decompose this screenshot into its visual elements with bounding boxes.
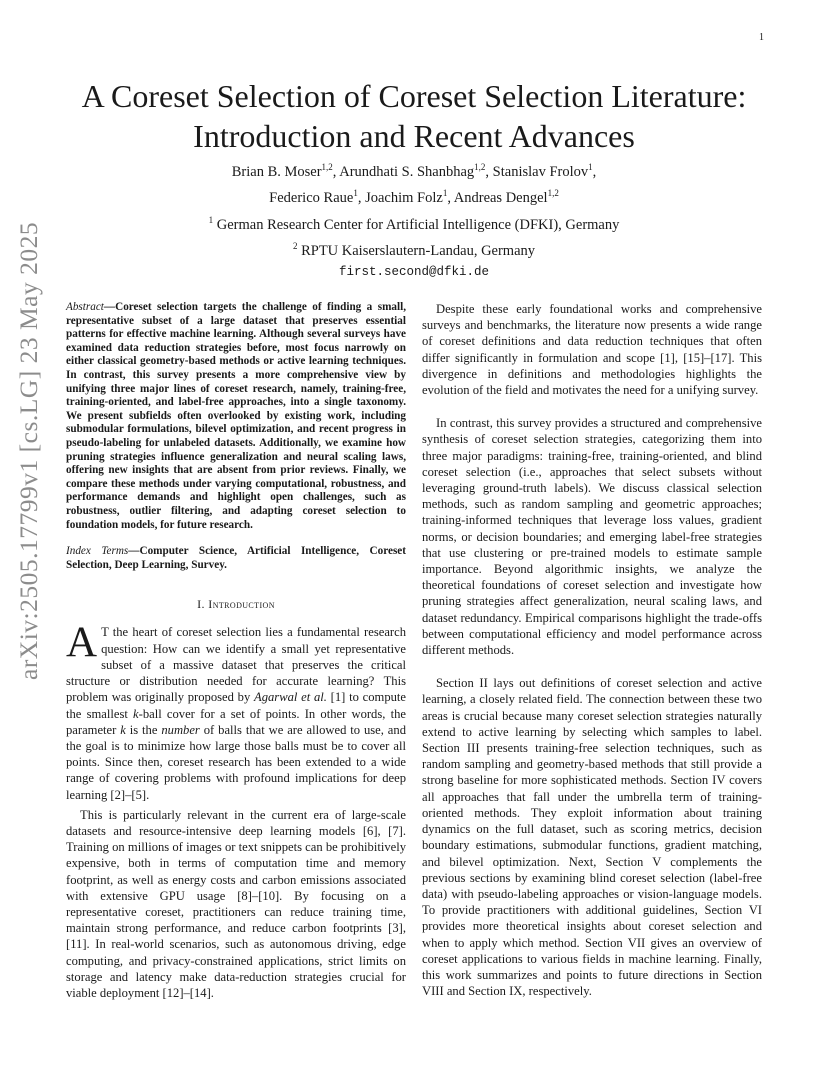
- author-name: Brian B. Moser: [231, 163, 322, 180]
- author-affil: 1: [353, 188, 358, 199]
- affiliation-marker: 2: [292, 240, 298, 251]
- author-name: Andreas Dengel: [453, 190, 548, 207]
- intro-text: [1] to compute the smallest: [66, 690, 406, 721]
- affiliation-text: German Research Center for Artificial Intelligence (DFKI), Germany: [216, 216, 620, 233]
- author-affil: 1,2: [474, 162, 486, 172]
- author-sep: ,: [447, 190, 454, 207]
- author-name: Stanislav Frolov: [492, 163, 589, 180]
- intro-text: of balls that we are allowed to use, and the goal is to minimize how large those balls must be to cover all points. Since then, coreset research has been extended to a wide range of covering problems with profound implications for deep learning [2]–[5].: [66, 722, 406, 802]
- section-heading-introduction: [66, 596, 406, 612]
- arxiv-id-text: arXiv:2505.17799v1 [cs.LG] 23 May 2025: [14, 221, 43, 680]
- author-name: Arundhati S. Shanbhag: [339, 163, 475, 180]
- authors-line-2: [0, 183, 828, 209]
- right-column: [422, 301, 762, 999]
- abstract: [66, 301, 406, 532]
- intro-text: T the heart of coreset selection lies a fundamental research question: How can we identify a small yet representative subset of a massive dataset that preserves the critical structure or distribution needed for accurate learning? This problem was originally proposed by: [66, 625, 406, 705]
- author-affil: 1,2: [547, 188, 559, 199]
- index-terms-label: Index Terms: [66, 545, 129, 558]
- paper-title: [0, 76, 828, 156]
- math-variable: k: [120, 722, 126, 737]
- affiliation-marker: 1: [208, 214, 214, 225]
- author-email: first.second@dfki.de: [338, 265, 490, 280]
- author-affil: 1: [588, 162, 593, 172]
- author-name: Federico Raue: [269, 190, 354, 207]
- intro-paragraph-1: [66, 619, 406, 802]
- emphasis: number: [161, 722, 200, 737]
- intro-paragraph-2: This is particularly relevant in the current era of large-scale datasets and resource-intensive deep learning models [6], [7]. Training on millions of images or text snippets can be prohibitively expensive, both in terms of computation time and memory footprint, as well as energy costs and carbon emissions associated with extensive GPU usage [8]–[10]. By focusing on a representative coreset, practitioners can reduce training time, maintain strong performance, and reduce carbon footprints [3], [11]. In real-world scenarios, such as autonomous driving, edge computing, and privacy-constrained applications, strict limits on storage and latency make data-reduction strategies crucial for viable deployment [12]–[14].: [66, 807, 406, 1000]
- author-affil: 1: [442, 188, 448, 199]
- right-paragraph-2: In contrast, this survey provides a structured and comprehensive synthesis of coreset selection strategies, categorizing them into three major paradigms: training-free, training-oriented, and blind coreset selection (i.e., approaches that select subsets without leveraging ground-truth labels). We discuss classical selection methods, such as random sampling and geometric approaches; training-informed techniques that leverage loss values, gradient norms, or decision boundaries; and emerging label-free strategies that use clustering or pre-trained models to estimate sample importance. Beyond algorithmic insights, we analyze the theoretical foundations of coreset selection and investigate how pruning strategies affect generalization, neural scaling laws, and dataset redundancy. Empirical comparisons highlight the trade-offs between computational efficiency and model performance across different methods.: [422, 416, 762, 658]
- authors-line-1: [0, 157, 828, 183]
- author-sep: ,: [332, 163, 340, 180]
- abstract-text: —Coreset selection targets the challenge of finding a small, representative subset of a large dataset that preserves essential patterns for effective machine learning. Although several surveys have examined data reduction strategies before, most focus narrowly on either classical geometry-based methods or active learning techniques. In contrast, this survey presents a more comprehensive view by unifying three major lines of coreset research, namely, training-free, training-oriented, and label-free approaches, into a single taxonomy. We present subfields often overlooked by existing work, including submodular formulations, bilevel optimization, and recent progress in pseudo-labeling for unlabeled datasets. Additionally, we examine how pruning strategies influence generalization and neural scaling laws, offering new insights that are absent from prior reviews. Finally, we compare these methods under varying computational, robustness, and performance demands and highlight open challenges, such as robustness, outlier filtering, and adapting coreset selection to foundation models, for future research.: [66, 301, 406, 531]
- intro-text: -ball cover for a set of points. In other words, the parameter: [66, 706, 406, 737]
- affiliation-2: [0, 236, 828, 262]
- author-sep: ,: [357, 190, 366, 207]
- intro-text: is the: [125, 722, 162, 737]
- author-sep: ,: [592, 163, 597, 180]
- page-number: 1: [759, 32, 764, 43]
- author-affil: 1,2: [321, 162, 333, 172]
- affiliation-1: [0, 210, 828, 236]
- drop-cap: A: [66, 619, 98, 667]
- author-block: [0, 157, 828, 284]
- title-line-2: Introduction and Recent Advances: [193, 118, 635, 154]
- right-paragraph-3: Section II lays out definitions of coreset selection and active learning, a closely related field. The connection between these two areas is crucial because many coreset selection strategies naturally extend to active learning by selecting which samples to label. Section III presents training-free selection techniques, such as random sampling and geometry-based methods that still provide a strong baseline for more sophisticated methods. Section IV covers all approaches that fall under the umbrella term of training-oriented methods. They exploit information about training dynamics on the full dataset, such as scoring metrics, decision boundary estimations, submodular functions, gradient matching, and bilevel optimization. Next, Section V complements the previous sections by examining blind coreset selection (label-free data) with pseudo-labeling approaches or vision-language models. To provide practitioners with additional guidelines, Section VI provides more theoretical insights about coreset selection and when to apply which method. Section VII gives an overview of coreset applications to various fields in machine learning. Finally, this work summarizes and points to future directions in Section VIII and Section IX, respectively.: [422, 676, 762, 999]
- author-name: Joachim Folz: [365, 190, 443, 207]
- citation-name: Agarwal et al.: [254, 690, 327, 705]
- section-heading-text: I. Introduction: [197, 597, 275, 612]
- arxiv-identifier-stamp: [10, 221, 54, 680]
- abstract-label: Abstract: [66, 301, 104, 313]
- author-sep: ,: [485, 163, 493, 180]
- title-line-1: A Coreset Selection of Coreset Selection Literature:: [81, 78, 747, 114]
- index-terms-text: —Computer Science, Artificial Intelligence, Coreset Selection, Deep Learning, Survey.: [66, 545, 406, 571]
- math-variable: k: [133, 706, 139, 721]
- affiliation-text: RPTU Kaiserslautern-Landau, Germany: [301, 242, 536, 259]
- index-terms: [66, 545, 406, 572]
- right-paragraph-1: Despite these early foundational works and comprehensive surveys and benchmarks, the literature now presents a wide range of coreset definitions and data reduction techniques that often differ significantly in formulation and scope [1], [15]–[17]. This divergence in definitions and methodologies highlights the evolution of the field and motivates the need for a unifying survey.: [422, 302, 762, 398]
- left-column: [66, 301, 406, 1001]
